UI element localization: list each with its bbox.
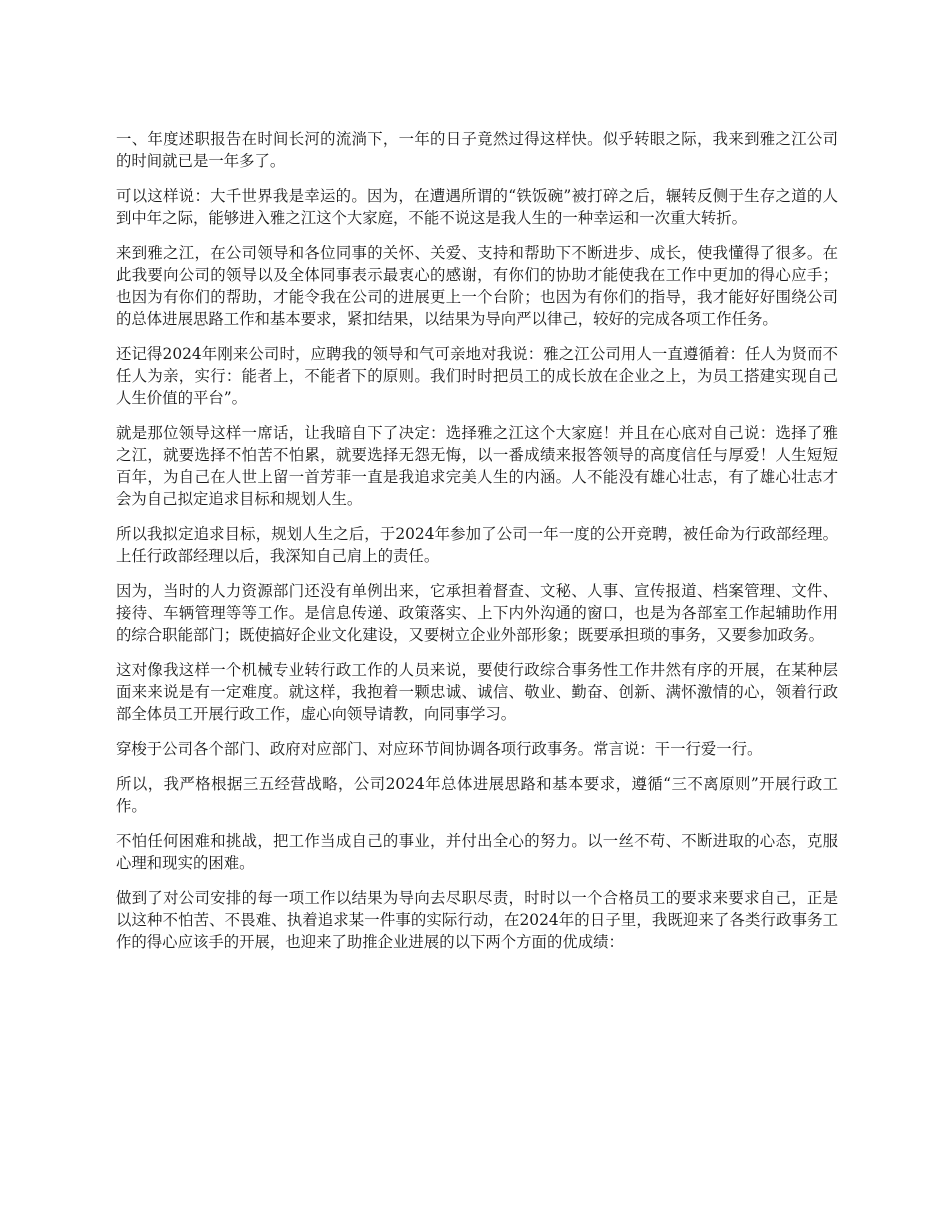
- document-body: [116, 128, 838, 966]
- paragraph: 可以这样说：大千世界我是幸运的。因为，在遭遇所谓的“铁饭碗”被打碎之后，辗转反侧于生存之道的人到中年之际，能够进入雅之江这个大家庭，不能不说这是我人生的一种幸运和一次重大转折。: [116, 187, 838, 227]
- paragraph: 因为，当时的人力资源部门还没有单例出来，它承担着督查、文秘、人事、宣传报道、档案管理、文件、接待、车辆管理等等工作。是信息传递、政策落实、上下内外沟通的窗口，也是为各部室工作起辅助作用的综合职能部门；既使搞好企业文化建设，又要树立企业外部形象；既要承担琐的事务，又要参加政务。: [116, 582, 838, 644]
- paragraph: 还记得2024年刚来公司时，应聘我的领导和气可亲地对我说：雅之江公司用人一直遵循着：任人为贤而不任人为亲，实行：能者上，不能者下的原则。我们时时把员工的成长放在企业之上，为员工搭建实现自己人生价值的平台”。: [116, 345, 838, 407]
- paragraph: 就是那位领导这样一席话，让我暗自下了决定：选择雅之江这个大家庭！并且在心底对自己说：选择了雅之江，就要选择不怕苦不怕累，就要选择无怨无悔，以一番成绩来报答领导的高度信任与厚爱！人生短短百年，为自己在人世上留一首芳菲一直是我追求完美人生的内涵。人不能没有雄心壮志，有了雄心壮志才会为自己拟定追求目标和规划人生。: [116, 424, 838, 508]
- paragraph: 一、年度述职报告在时间长河的流淌下，一年的日子竟然过得这样快。似乎转眼之际，我来到雅之江公司的时间就已是一年多了。: [116, 130, 838, 170]
- paragraph: 做到了对公司安排的每一项工作以结果为导向去尽职尽责，时时以一个合格员工的要求来要求自己，正是以这种不怕苦、不畏难、执着追求某一件事的实际行动，在2024年的日子里，我既迎来了各类行政事务工作的得心应该手的开展，也迎来了助推企业进展的以下两个方面的优成绩：: [116, 889, 838, 951]
- paragraph: 这对像我这样一个机械专业转行政工作的人员来说，要使行政综合事务性工作井然有序的开展，在某种层面来来说是有一定难度。就这样，我抱着一颗忠诚、诚信、敬业、勤奋、创新、满怀激情的心，领着行政部全体员工开展行政工作，虚心向领导请教，向同事学习。: [116, 661, 838, 723]
- paragraph: 来到雅之江，在公司领导和各位同事的关怀、关爱、支持和帮助下不断进步、成长，使我懂得了很多。在此我要向公司的领导以及全体同事表示最衷心的感谢，有你们的协助才能使我在工作中更加的得心应手；也因为有你们的帮助，才能令我在公司的进展更上一个台阶；也因为有你们的指导，我才能好好围绕公司的总体进展思路工作和基本要求，紧扣结果，以结果为导向严以律己，较好的完成各项工作任务。: [116, 244, 838, 328]
- paragraph: 所以，我严格根据三五经营战略，公司2024年总体进展思路和基本要求，遵循“三不离原则”开展行政工作。: [116, 775, 838, 815]
- paragraph: 不怕任何困难和挑战，把工作当成自己的事业，并付出全心的努力。以一丝不苟、不断进取的心态，克服心理和现实的困难。: [116, 832, 838, 872]
- paragraph: 所以我拟定追求目标，规划人生之后，于2024年参加了公司一年一度的公开竞聘，被任命为行政部经理。上任行政部经理以后，我深知自己肩上的责任。: [116, 525, 838, 565]
- paragraph: 穿梭于公司各个部门、政府对应部门、对应环节间协调各项行政事务。常言说：干一行爱一行。: [116, 740, 763, 758]
